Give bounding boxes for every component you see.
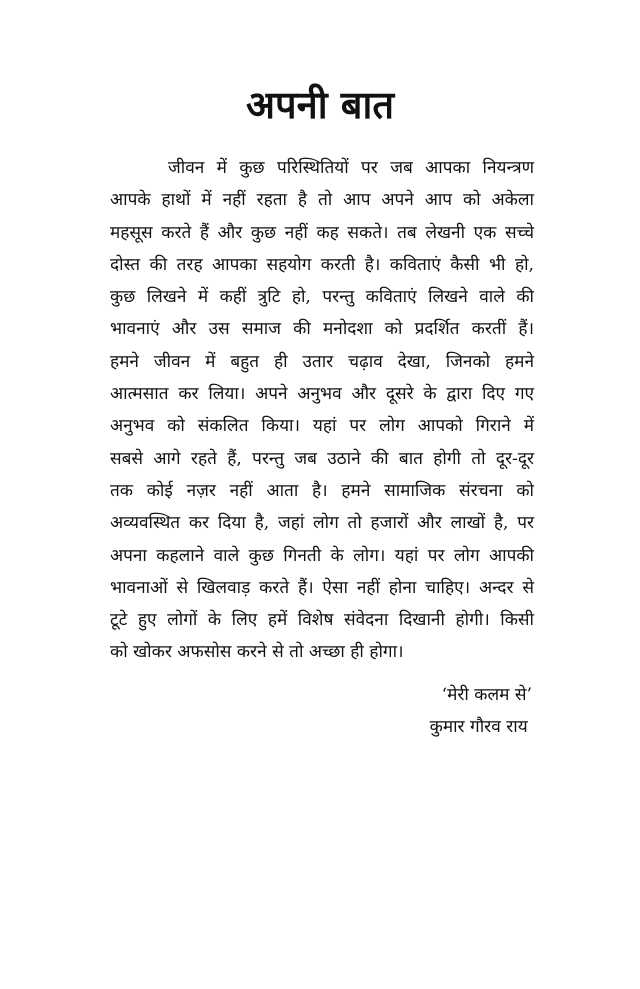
paragraph-line: भावनाएं और उस समाज की मनोदशा को प्रदर्शित करतीं हैं। bbox=[110, 319, 534, 340]
paragraph-line: को खोकर अफसोस करने से तो अच्छा ही होगा। bbox=[110, 642, 404, 663]
paragraph-line: अव्यवस्थित कर दिया है, जहां लोग तो हजारों और लाखों है, पर bbox=[110, 513, 534, 534]
paragraph-line: जीवन में कुछ परिस्थितियों पर जब आपका नियन्त्रण bbox=[168, 158, 534, 178]
signature-tagline: ‘मेरी कलम से’ bbox=[441, 685, 532, 705]
paragraph-line: आत्मसात कर लिया। अपने अनुभव और दूसरे के द्वारा दिए गए bbox=[110, 384, 534, 405]
paragraph-line: अपना कहलाने वाले कुछ गिनती के लोग। यहां पर लोग आपकी bbox=[110, 545, 534, 566]
paragraph-line: महसूस करते हैं और कुछ नहीं कह सकते। तब लेखनी एक सच्चे bbox=[110, 222, 534, 243]
paragraph-line: भावनाओं से खिलवाड़ करते हैं। ऐसा नहीं होना चाहिए। अन्दर से bbox=[110, 577, 534, 598]
paragraph-line: दोस्त की तरह आपका सहयोग करती है। कविताएं कैसी भी हो, bbox=[110, 254, 534, 275]
paragraph-line: तक कोई नज़र नहीं आता है। हमने सामाजिक संरचना को bbox=[110, 480, 534, 501]
author-name: कुमार गौरव राय bbox=[429, 717, 528, 737]
page-title: अपनी बात bbox=[246, 83, 394, 127]
paragraph-line: हमने जीवन में बहुत ही उतार चढ़ाव देखा, जिनको हमने bbox=[110, 351, 534, 372]
paragraph-line: अनुभव को संकलित किया। यहां पर लोग आपको गिराने में bbox=[110, 416, 534, 437]
paragraph-line: सबसे आगे रहते हैं, परन्तु जब उठाने की बात होगी तो दूर-दूर bbox=[110, 448, 534, 469]
body-paragraph bbox=[110, 152, 534, 669]
paragraph-line: आपके हाथों में नहीं रहता है तो आप अपने आप को अकेला bbox=[110, 190, 534, 211]
paragraph-line: कुछ लिखने में कहीं त्रुटि हो, परन्तु कविताएं लिखने वाले की bbox=[110, 287, 534, 308]
signature-block bbox=[430, 679, 532, 743]
paragraph-line: टूटे हुए लोगों के लिए हमें विशेष संवेदना दिखानी होगी। किसी bbox=[110, 610, 534, 631]
